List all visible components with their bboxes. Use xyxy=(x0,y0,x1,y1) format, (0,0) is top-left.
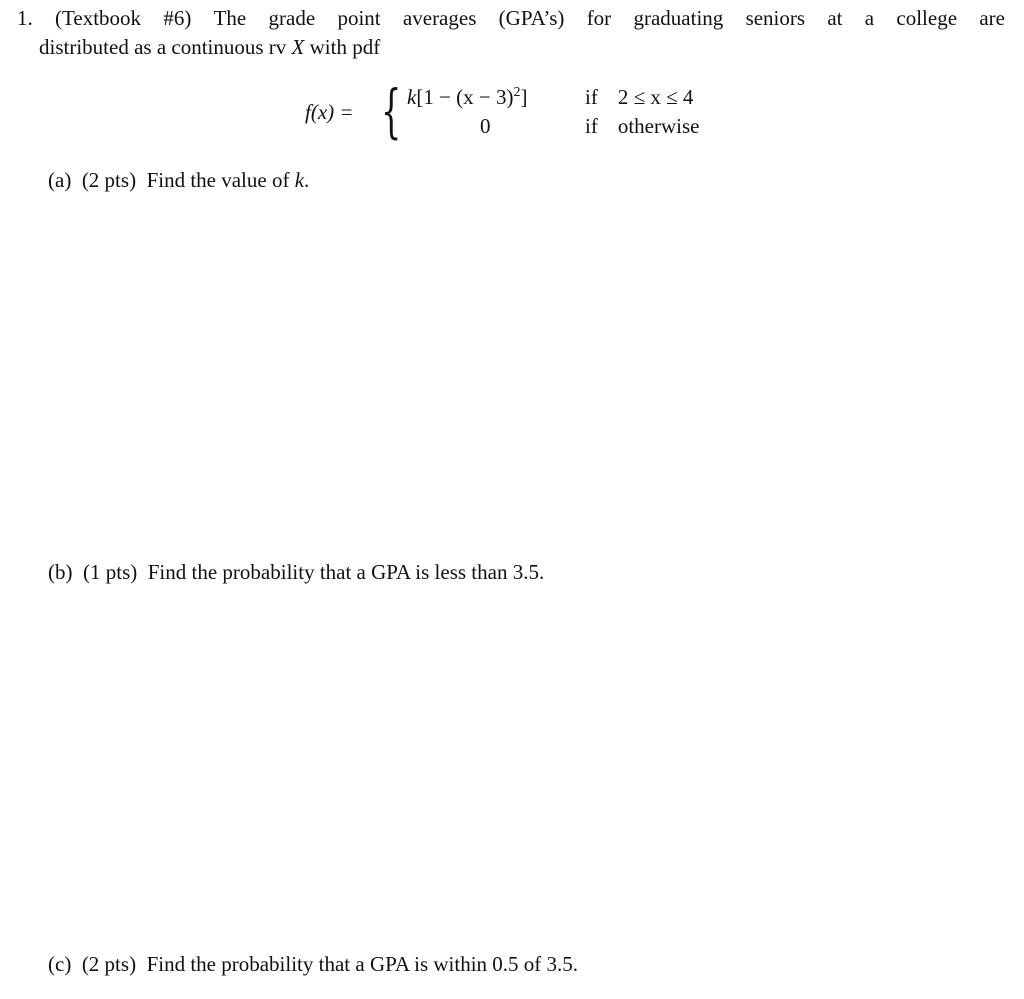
stem-word: a xyxy=(864,6,875,30)
part-c-text: Find the probability that a GPA is within 0.5 of 3.5. xyxy=(146,952,579,976)
problem-stem-line1 xyxy=(17,4,1005,33)
pdf-case-1-expression xyxy=(407,85,528,110)
constant-k: k xyxy=(407,85,417,109)
problem-statement xyxy=(17,4,1005,62)
part-a-question xyxy=(48,168,309,193)
expr-close: ] xyxy=(520,85,528,109)
part-b-points: (1 pts) xyxy=(83,560,138,584)
part-b-text: Find the probability that a GPA is less than 3.5. xyxy=(147,560,545,584)
if-keyword: if xyxy=(585,85,598,109)
random-variable: X xyxy=(291,35,305,59)
stem-word: seniors xyxy=(745,6,806,30)
pdf-case-2-condition xyxy=(585,114,699,139)
part-a-points: (2 pts) xyxy=(81,168,137,192)
part-a-end: . xyxy=(304,168,310,192)
case-1-range: 2 ≤ x ≤ 4 xyxy=(617,85,694,109)
stem-word: at xyxy=(827,6,843,30)
stem-line2-prefix: distributed as a continuous rv xyxy=(39,35,292,59)
stem-word: The xyxy=(213,6,247,30)
stem-word: grade xyxy=(268,6,316,30)
part-c-question xyxy=(48,952,578,977)
part-a-label: (a) xyxy=(48,168,72,192)
pdf-definition xyxy=(305,77,735,146)
part-a-text: Find the value of xyxy=(146,168,295,192)
left-brace: { xyxy=(381,77,402,145)
if-keyword: if xyxy=(585,114,598,138)
part-c-points: (2 pts) xyxy=(81,952,137,976)
stem-word: for xyxy=(586,6,612,30)
part-b-question xyxy=(48,560,544,585)
part-c-label: (c) xyxy=(48,952,72,976)
stem-word: college xyxy=(896,6,958,30)
exponent: 2 xyxy=(513,85,521,100)
stem-word: are xyxy=(979,6,1005,30)
stem-line2-suffix: with pdf xyxy=(304,35,381,59)
stem-word: graduating xyxy=(633,6,724,30)
part-a-var: k xyxy=(294,168,305,192)
stem-word: (GPA’s) xyxy=(498,6,565,30)
stem-word: #6) xyxy=(163,6,192,30)
stem-word: (Textbook xyxy=(55,6,142,30)
pdf-lhs: f(x) = xyxy=(305,100,354,124)
stem-word: point xyxy=(337,6,381,30)
problem-stem-line2 xyxy=(17,33,1005,62)
pdf-case-1-condition xyxy=(585,85,693,110)
stem-word: averages xyxy=(402,6,477,30)
expr-body: [1 − (x − 3) xyxy=(416,85,514,109)
part-b-label: (b) xyxy=(48,560,73,584)
case-2-range: otherwise xyxy=(617,114,700,138)
stem-word: 1. xyxy=(17,6,33,30)
pdf-case-2-expression: 0 xyxy=(480,114,491,138)
